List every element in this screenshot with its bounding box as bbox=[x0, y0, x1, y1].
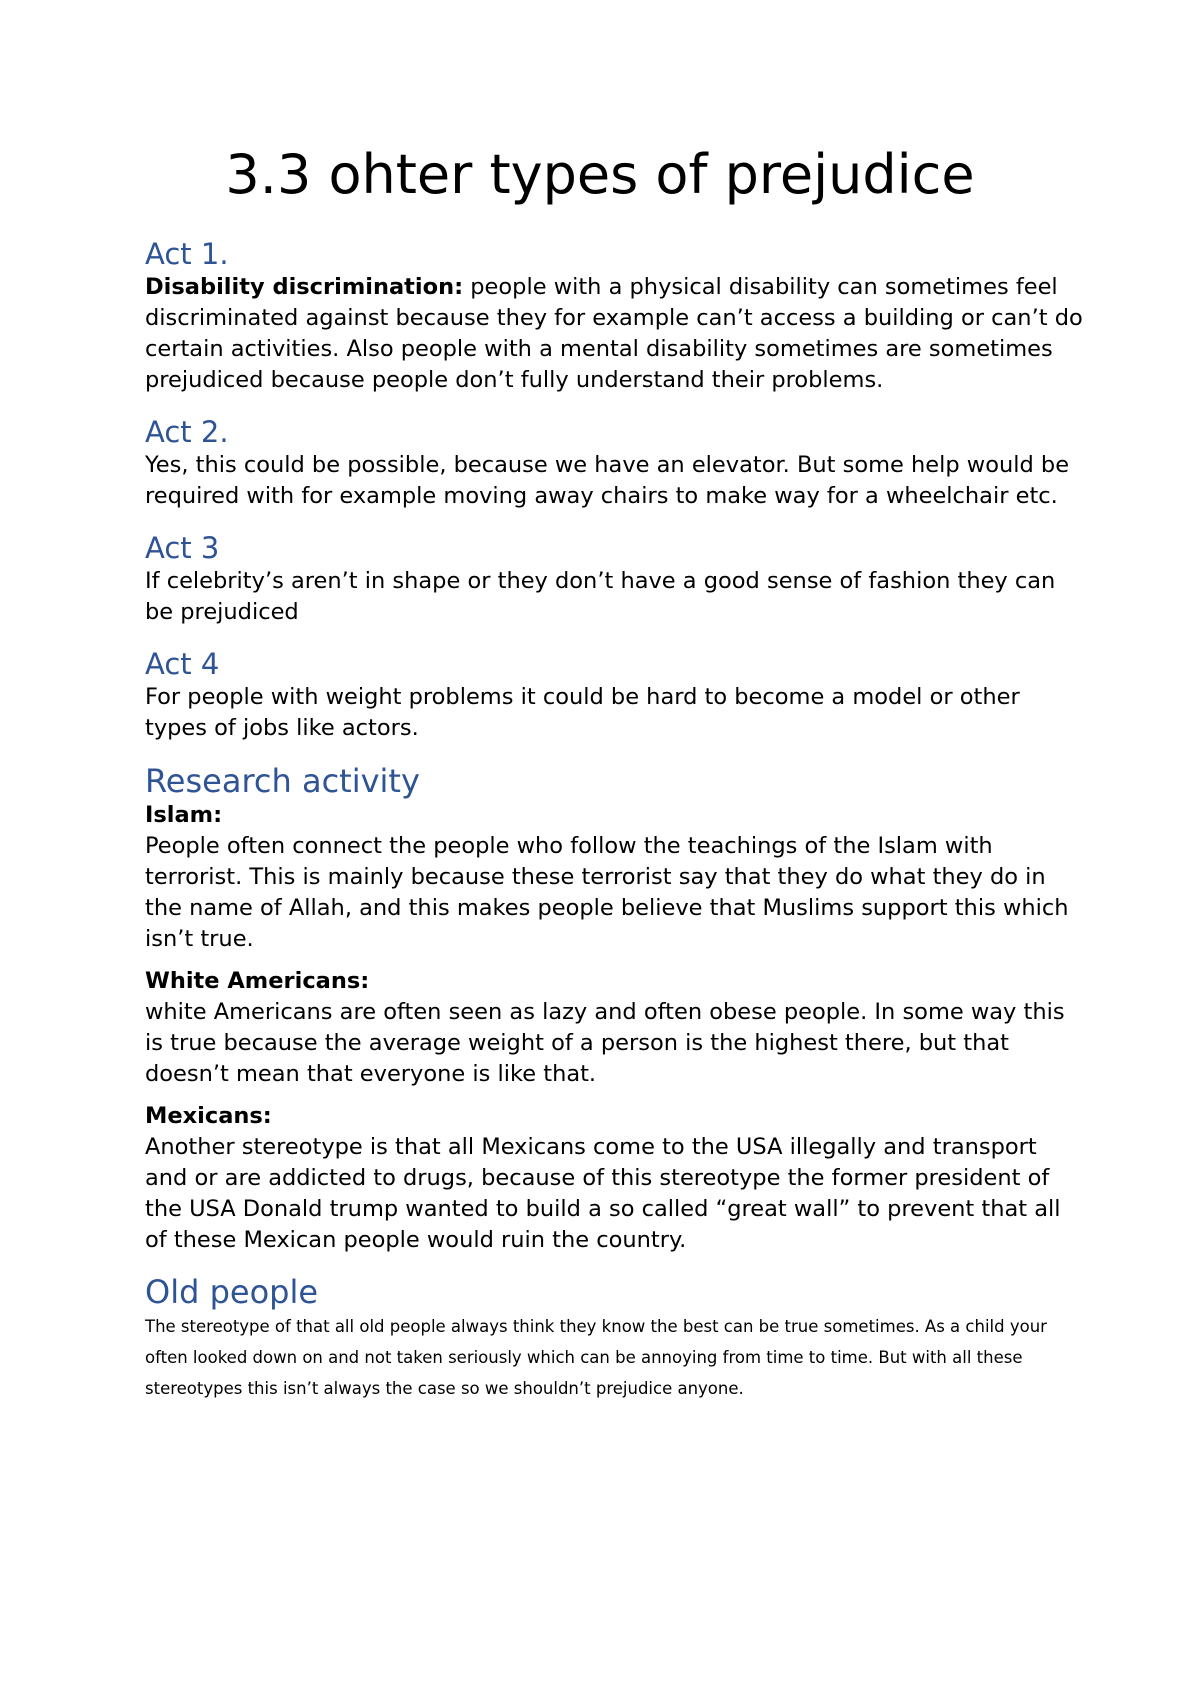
document-body bbox=[145, 236, 1085, 1404]
white-americans-label: White Americans: bbox=[145, 968, 370, 994]
act1-heading: Act 1. bbox=[145, 237, 229, 271]
act4-heading: Act 4 bbox=[145, 647, 220, 681]
islam-label: Islam: bbox=[145, 802, 223, 828]
old-people-heading: Old people bbox=[145, 1273, 319, 1311]
mexicans-label: Mexicans: bbox=[145, 1103, 272, 1129]
act2-paragraph: Yes, this could be possible, because we have an elevator. But some help would be required with for example moving away chairs to make way for a wheelchair etc. bbox=[145, 452, 1070, 509]
white-americans-paragraph: white Americans are often seen as lazy and often obese people. In some way this is true because the average weight of a person is the highest there, but that doesn’t mean that everyone is like that. bbox=[145, 999, 1065, 1087]
act3-heading: Act 3 bbox=[145, 531, 220, 565]
page-title: 3.3 ohter types of prejudice bbox=[225, 143, 975, 206]
islam-paragraph: People often connect the people who follow the teachings of the Islam with terrorist. This is mainly because these terrorist say that they do what they do in the name of Allah, and this makes people believe that Muslims support this which isn’t true. bbox=[145, 833, 1069, 952]
mexicans-paragraph: Another stereotype is that all Mexicans come to the USA illegally and transport and or are addicted to drugs, because of this stereotype the former president of the USA Donald trump wanted to build a so called “great wall” to prevent that all of these Mexican people would ruin the country. bbox=[145, 1134, 1061, 1253]
act1-text: people with a physical disability can sometimes feel discriminated against because they for example can’t access a building or can’t do certain activities. Also people with a mental disability sometimes are sometimes prejudiced because people don’t fully understand their problems. bbox=[145, 274, 1083, 393]
act4-paragraph: For people with weight problems it could be hard to become a model or other types of jobs like actors. bbox=[145, 684, 1020, 741]
act3-paragraph: If celebrity’s aren’t in shape or they don’t have a good sense of fashion they can be prejudiced bbox=[145, 568, 1056, 625]
act2-heading: Act 2. bbox=[145, 415, 229, 449]
research-heading: Research activity bbox=[145, 762, 420, 800]
act1-paragraph bbox=[145, 272, 1085, 396]
act1-label: Disability discrimination: bbox=[145, 274, 464, 300]
old-people-paragraph: The stereotype of that all old people always think they know the best can be true sometimes. As a child your often looked down on and not taken seriously which can be annoying from time to time. But with all these stereotypes this isn’t always the case so we shouldn’t prejudice anyone. bbox=[145, 1317, 1047, 1398]
